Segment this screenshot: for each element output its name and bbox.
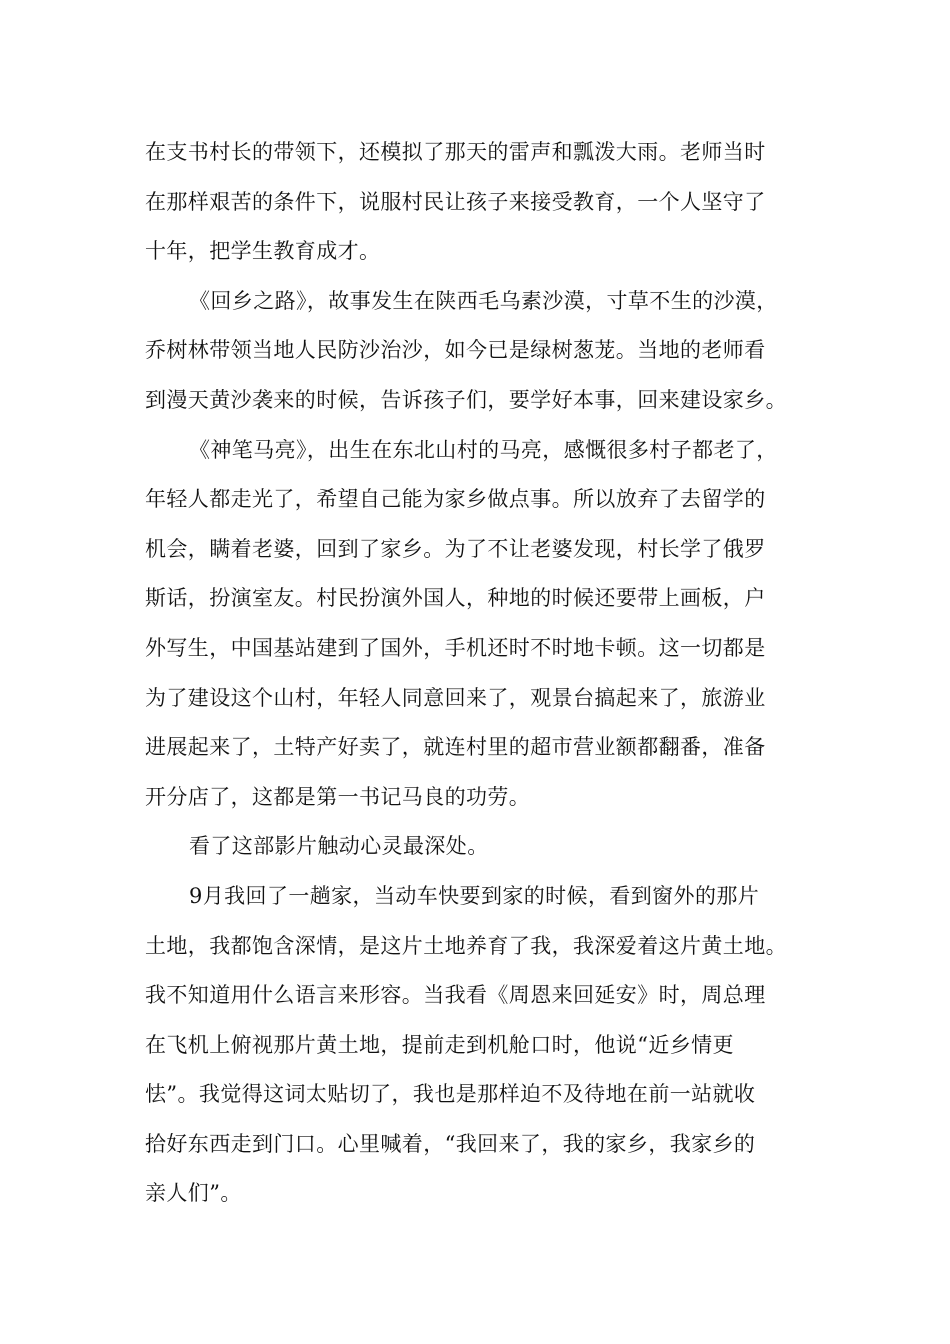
text-line: 亲人们”。 xyxy=(145,1181,242,1206)
paragraph-start-line: 《回乡之路》，故事发生在陕西毛乌素沙漠，寸草不生的沙漠， xyxy=(189,288,778,313)
text-line: 机会，瞒着老婆，回到了家乡。为了不让老婆发现，村长学了俄罗 xyxy=(145,536,766,561)
text-line: 在那样艰苦的条件下，说服村民让孩子来接受教育，一个人坚守了 xyxy=(145,189,766,214)
text-line: 乔树林带领当地人民防沙治沙，如今已是绿树葱茏。当地的老师看 xyxy=(145,338,766,363)
document-body xyxy=(145,128,825,1219)
text-line: 进展起来了，土特产好卖了，就连村里的超市营业额都翻番，准备 xyxy=(145,735,766,760)
text-line: 外写生，中国基站建到了国外，手机还时不时地卡顿。这一切都是 xyxy=(145,635,766,660)
text-line: 斯话，扮演室友。村民扮演外国人，种地的时候还要带上画板，户 xyxy=(145,586,766,611)
paragraph-start-line: 9月我回了一趟家，当动车快要到家的时候，看到窗外的那片 xyxy=(189,883,760,908)
text-line: 在飞机上俯视那片黄土地，提前走到机舱口时，他说“近乡情更 xyxy=(145,1032,734,1057)
text-line: 土地，我都饱含深情，是这片土地养育了我，我深爱着这片黄土地。 xyxy=(145,933,787,958)
paragraph-start-line: 《神笔马亮》，出生在东北山村的马亮，感慨很多村子都老了， xyxy=(189,437,778,462)
text-line: 拾好东西走到门口。心里喊着，“我回来了，我的家乡，我家乡的 xyxy=(145,1131,756,1156)
text-line: 十年，把学生教育成才。 xyxy=(145,239,381,264)
text-line: 为了建设这个山村，年轻人同意回来了，观景台搞起来了，旅游业 xyxy=(145,685,766,710)
text-line: 年轻人都走光了，希望自己能为家乡做点事。所以放弃了去留学的 xyxy=(145,487,766,512)
paragraph-start-line: 看了这部影片触动心灵最深处。 xyxy=(189,834,489,859)
text-line: 我不知道用什么语言来形容。当我看《周恩来回延安》时，周总理 xyxy=(145,983,766,1008)
text-line: 到漫天黄沙袭来的时候，告诉孩子们，要学好本事，回来建设家乡。 xyxy=(145,387,787,412)
text-line: 怯”。我觉得这词太贴切了，我也是那样迫不及待地在前一站就收 xyxy=(145,1082,756,1107)
text-line: 在支书村长的带领下，还模拟了那天的雷声和瓢泼大雨。老师当时 xyxy=(145,140,766,164)
text-line: 开分店了，这都是第一书记马良的功劳。 xyxy=(145,784,531,809)
